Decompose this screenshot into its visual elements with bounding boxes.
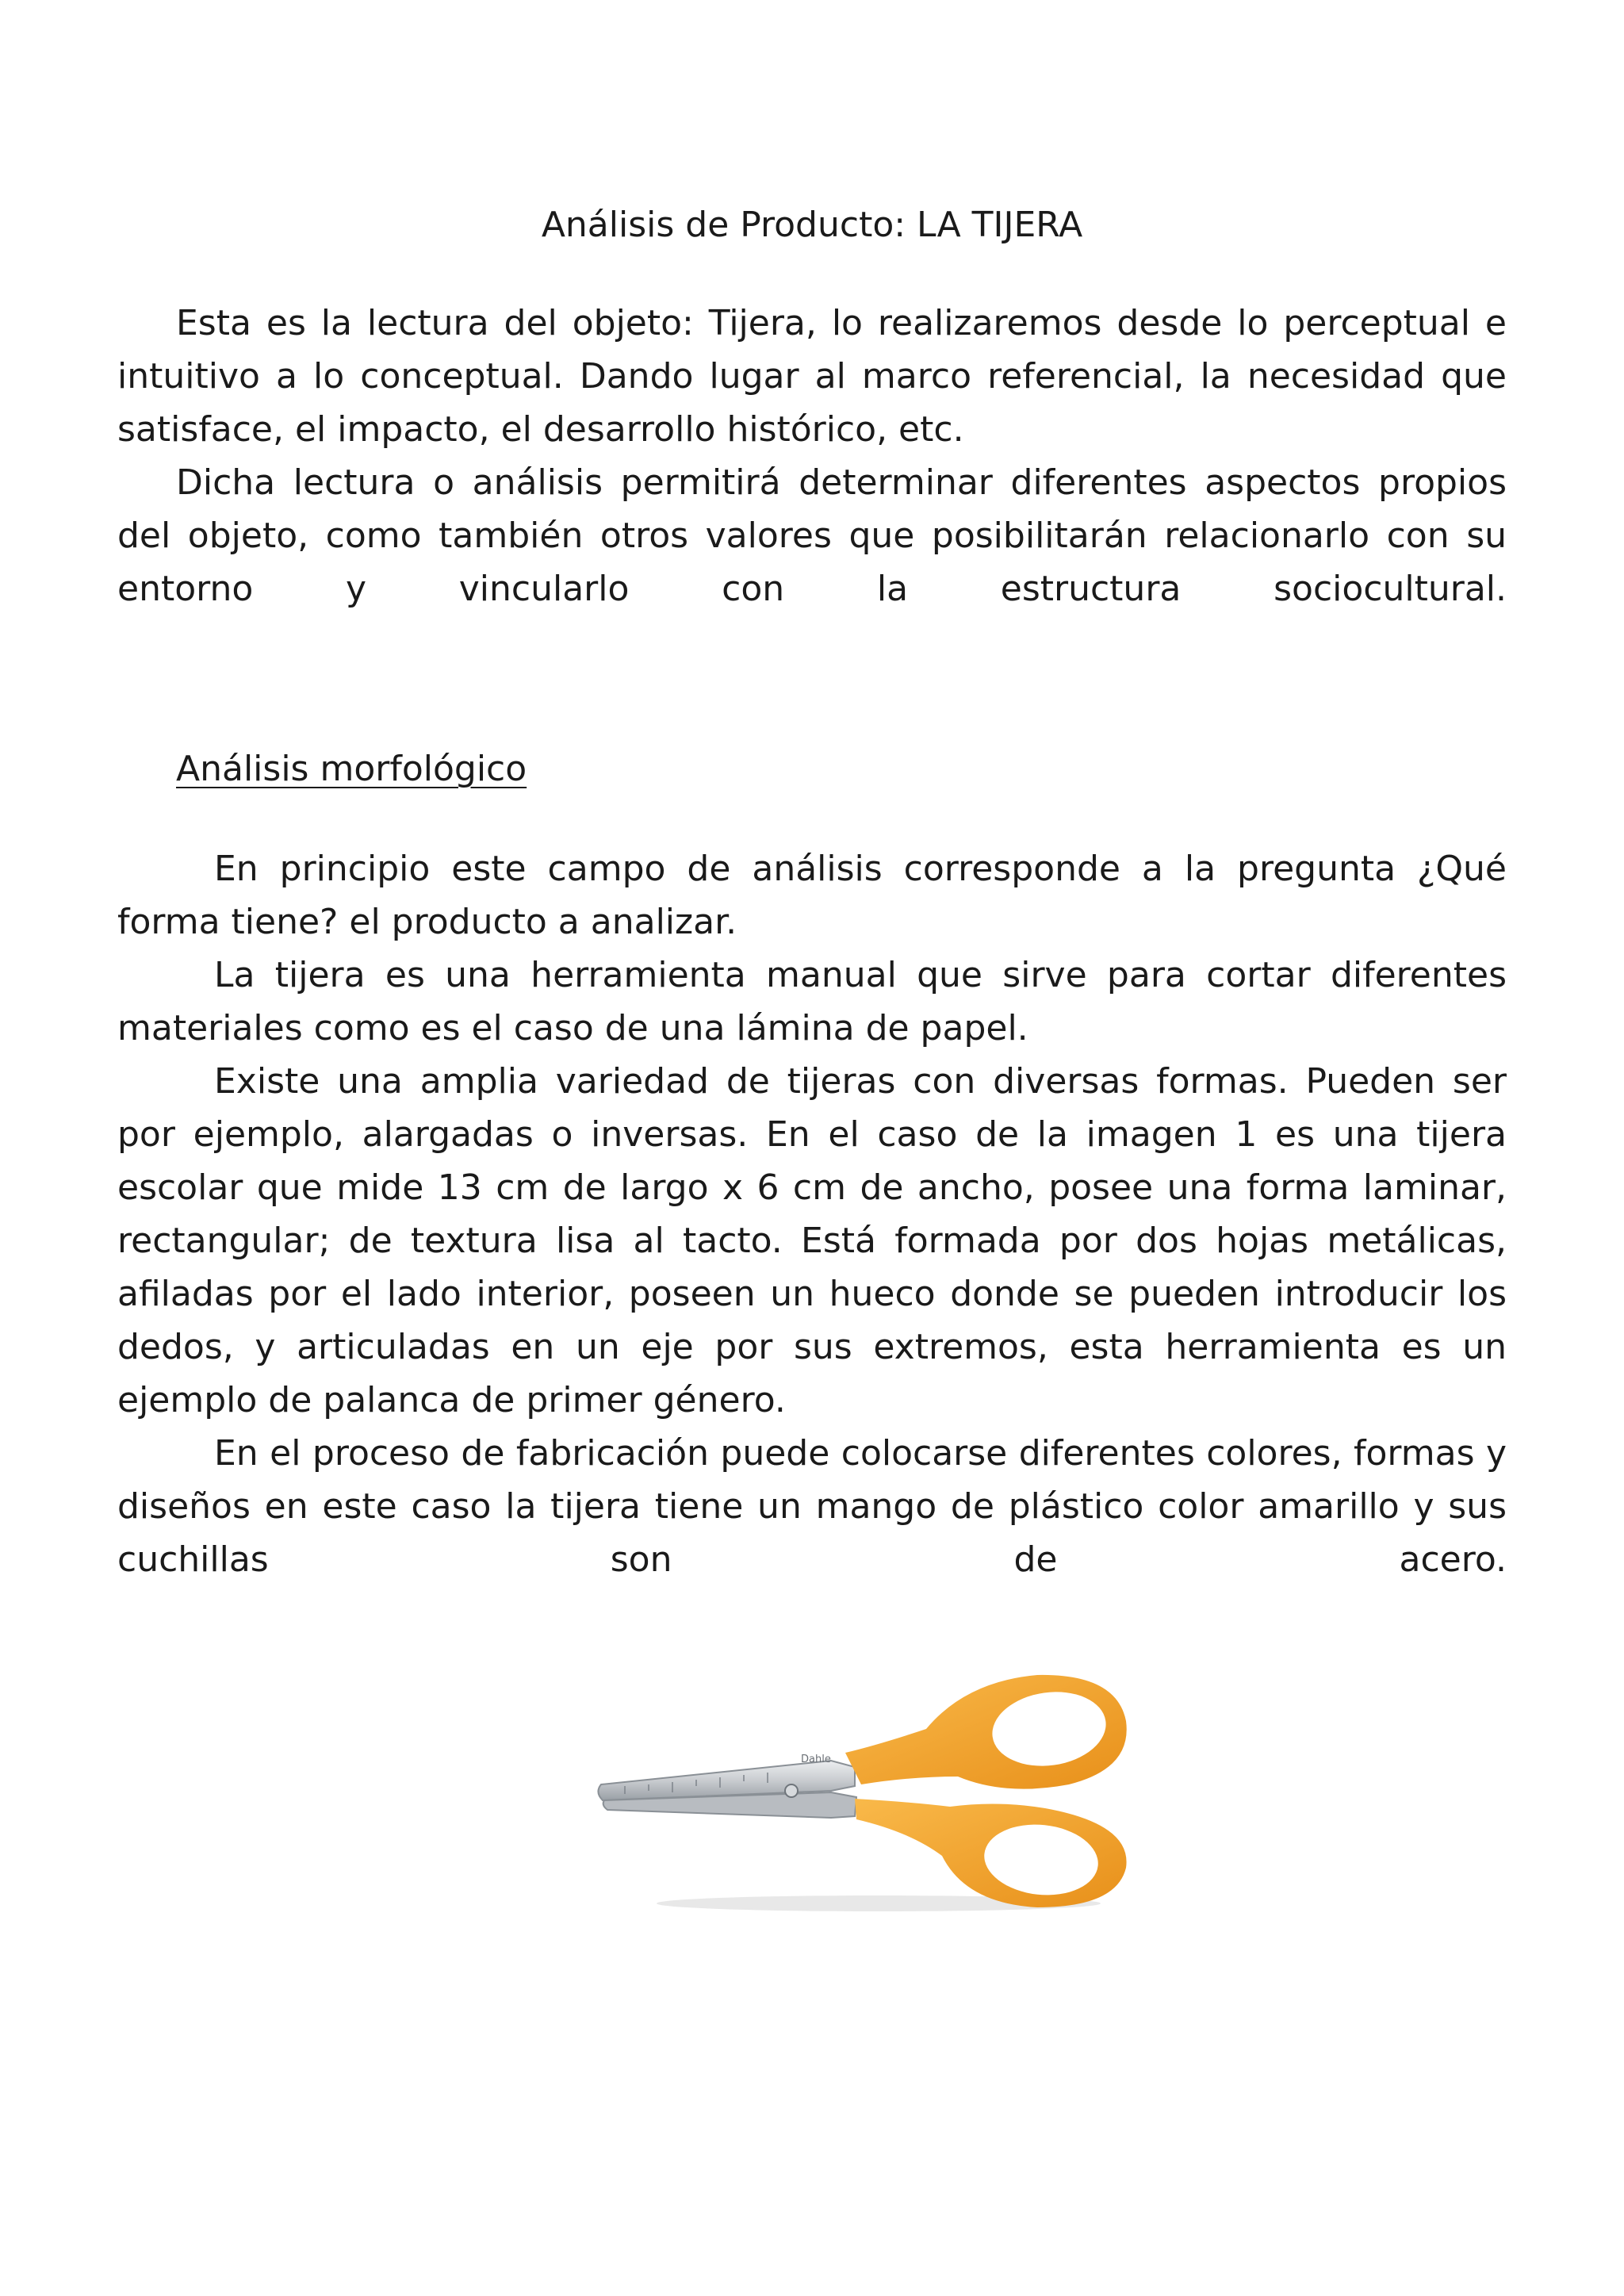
scissors-pivot-screw [785,1784,798,1797]
intro-paragraph-1: Esta es la lectura del objeto: Tijera, lo realizaremos desde lo perceptual e intuitivo a lo conceptual. Dando lugar al marco referencial, la necesidad que satisface, el impacto, el desarrollo histórico, etc. [117,303,1507,450]
morfologico-paragraph-2: La tijera es una herramienta manual que sirve para cortar diferentes materiales como es el caso de una lámina de papel. [117,955,1507,1048]
intro-block [117,297,1507,615]
scissors-icon [593,1665,1140,1919]
blade-brand-label: Dahle [801,1754,831,1765]
page-title: Análisis de Producto: LA TIJERA [541,205,1083,245]
morfologico-block [117,842,1507,1586]
section-title-morfologico: Análisis morfológico [176,749,527,789]
morfologico-paragraph-4: En el proceso de fabricación puede colocarse diferentes colores, formas y diseños en este caso la tijera tiene un mango de plástico color amarillo y sus cuchillas son de acero. [117,1433,1507,1580]
morfologico-paragraph-3: Existe una amplia variedad de tijeras con diversas formas. Pueden ser por ejemplo, alargadas o inversas. En el caso de la imagen 1 es una tijera escolar que mide 13 cm de largo x 6 cm de ancho, posee una forma laminar, rectangular; de textura lisa al tacto. Está formada por dos hojas metálicas, afiladas por el lado interior, poseen un hueco donde se pueden introducir los dedos, y articuladas en un eje por sus extremos, esta herramienta es un ejemplo de palanca de primer género. [117,1061,1507,1420]
intro-paragraph-2: Dicha lectura o análisis permitirá determinar diferentes aspectos propios del objeto, como también otros valores que posibilitarán relacionarlo con su entorno y vincularlo con la estructura sociocultural. [117,462,1507,609]
scissors-image [593,1665,1140,1919]
morfologico-paragraph-1: En principio este campo de análisis corresponde a la pregunta ¿Qué forma tiene? el producto a analizar. [117,849,1507,942]
